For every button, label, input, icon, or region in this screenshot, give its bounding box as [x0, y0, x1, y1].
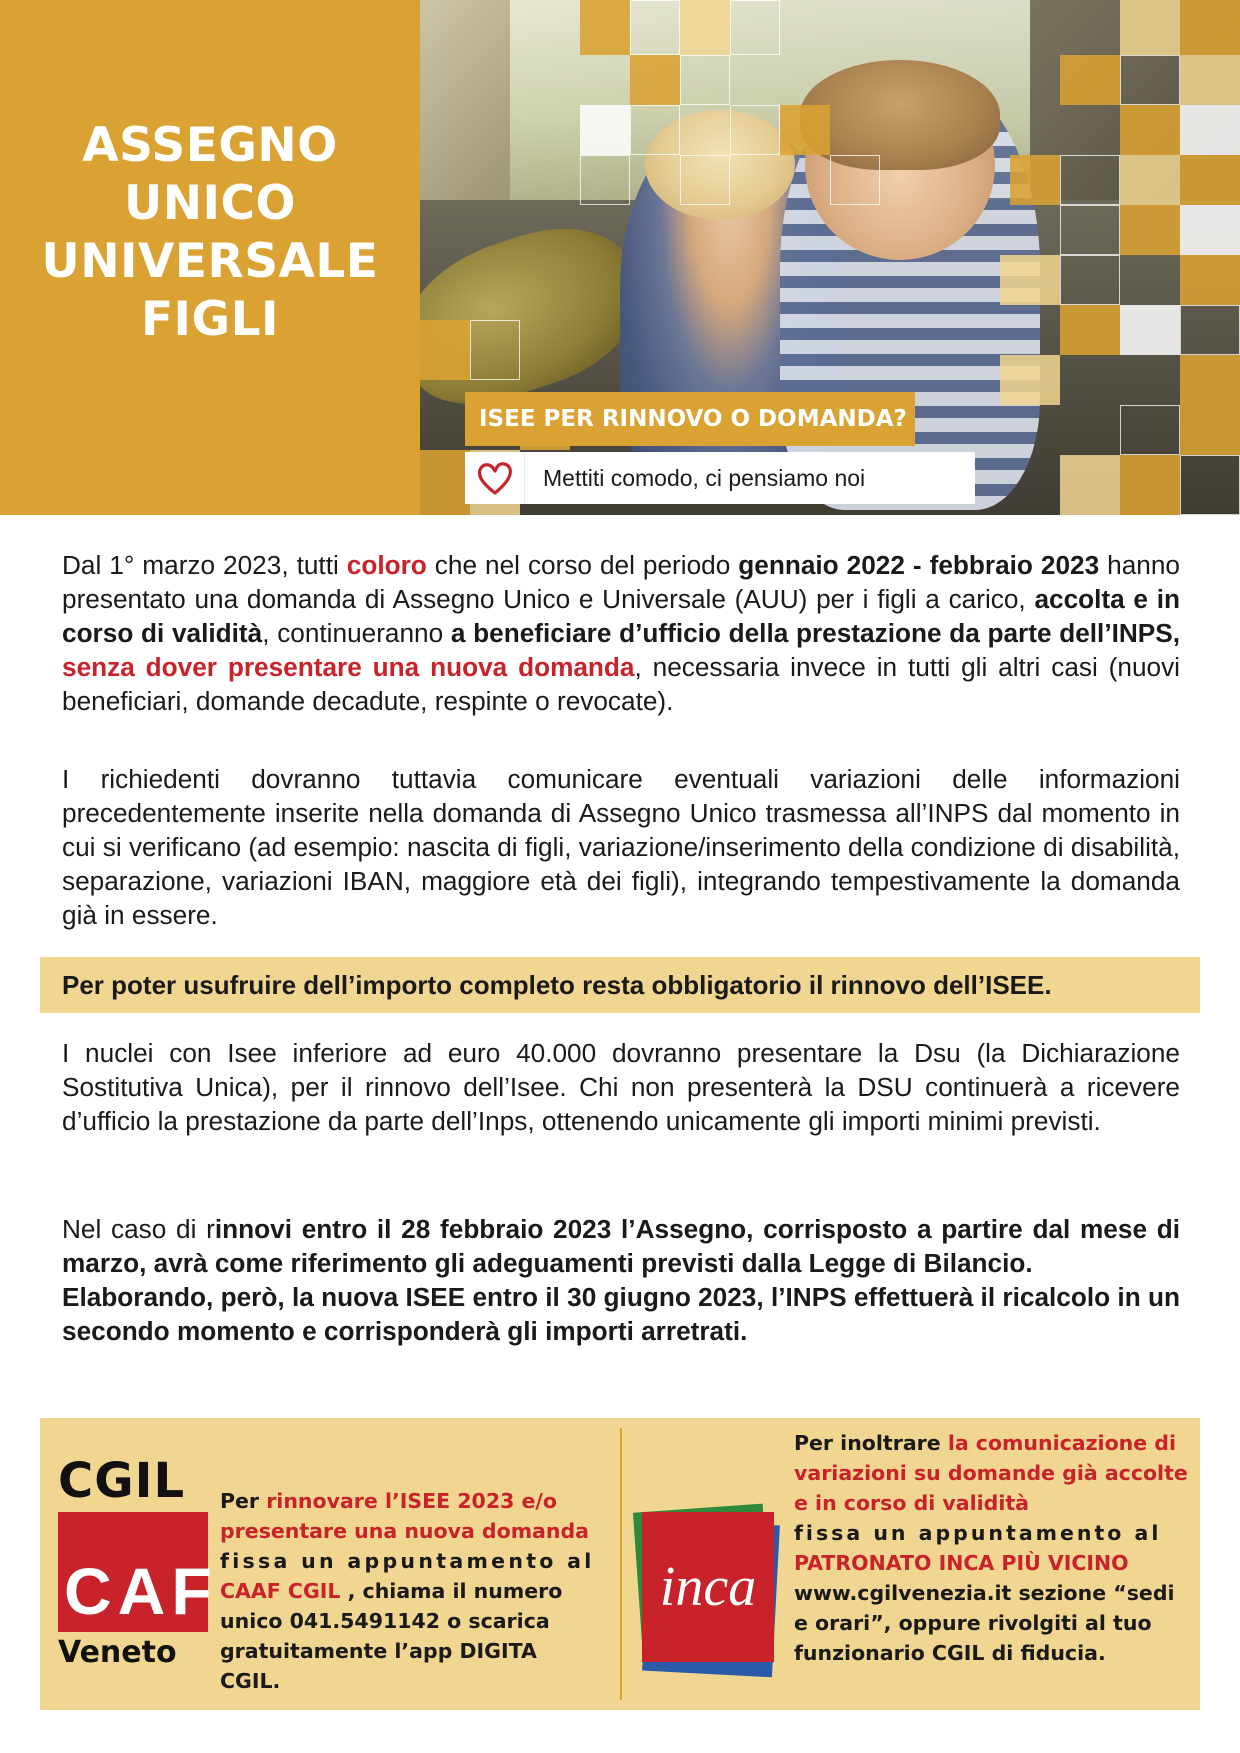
tile: [420, 450, 470, 515]
p1-highlight-no-new-application: senza dover presentare una nuova domanda: [62, 652, 635, 682]
caf-cgil-veneto-logo: [58, 1453, 218, 1696]
isee-question-banner: ISEE PER RINNOVO O DOMANDA?: [465, 392, 915, 446]
p1-text: , necessaria invece in tutti gli altri casi (nuovi beneficiari, domande decadute, respinte o revocate).: [62, 652, 1180, 716]
caf-phone-app-text: , chiama il numero unico 041.5491142 o scarica gratuitamente l’app DIGITA CGIL.: [220, 1579, 563, 1693]
tile: [1180, 0, 1240, 55]
tile: [780, 105, 830, 155]
caf-contact-text: [220, 1486, 602, 1696]
title-line-3: UNIVERSALE: [41, 233, 379, 289]
title-line-4: FIGLI: [140, 291, 280, 347]
p4-bold-recalculation: Elaborando, però, la nuova ISEE entro il 30 giugno 2023, l’INPS effettuerà il ricalcolo in un secondo momento e corrisponderà gli importi arretrati.: [62, 1282, 1180, 1346]
isee-mandatory-highlight: Per poter usufruire dell’importo completo resta obbligatorio il rinnovo dell’ISEE.: [40, 957, 1200, 1013]
tile: [1060, 55, 1120, 105]
tile: [1000, 355, 1060, 405]
tile: [730, 0, 780, 55]
paragraph-variations: I richiedenti dovranno tuttavia comunicare eventuali variazioni delle informazioni precedentemente inserite nella domanda di Assegno Unico trasmessa all’INPS dal momento in cui si verificano (ad esempio: nascita di figli, variazione/inserimento della condizione di disabilità, separazione, variazioni IBAN, maggiore età dei figli), integrando tempestivamente la domanda già in essere.: [62, 764, 1180, 930]
heart-outline-icon: [476, 460, 514, 496]
tile: [1060, 455, 1120, 515]
logo-cgil-text: CGIL: [58, 1453, 186, 1509]
inca-logo-word: inca: [659, 1556, 757, 1618]
p1-bold-validity: accolta e in corso di validità: [62, 584, 1180, 648]
logo-caf-box: [58, 1512, 218, 1632]
title-panel: [0, 0, 420, 515]
tile: [1120, 55, 1180, 105]
tagline-text: Mettiti comodo, ci pensiamo noi: [543, 464, 866, 491]
tile: [1180, 355, 1240, 405]
tile: [1180, 155, 1240, 205]
tile: [630, 105, 680, 155]
p1-text: Dal 1° marzo 2023, tutti: [62, 550, 347, 580]
logo-region-text: Veneto: [58, 1635, 177, 1670]
inca-logo: [638, 1498, 780, 1680]
logo-caf-text: CAF: [64, 1554, 218, 1628]
tile: [1120, 405, 1180, 455]
tile: [730, 105, 780, 155]
contact-footer: [40, 1418, 1200, 1710]
tile: [1010, 155, 1060, 205]
heart-icon-box: [465, 452, 525, 504]
inca-contact-text: [794, 1428, 1190, 1668]
p1-text: hanno presentato una domanda di Assegno Unico e Universale (AUU) per i figli a carico,: [62, 550, 1180, 614]
tile: [420, 320, 470, 380]
caf-renew-isee-highlight: rinnovare l’ISEE 2023 e/o presentare una nuova domanda: [220, 1489, 589, 1543]
caf-text-part: Per: [220, 1489, 267, 1513]
tile: [580, 155, 630, 205]
inca-text-part: fissa un appuntamento al: [794, 1521, 1162, 1545]
title-line-1: ASSEGNO: [82, 117, 338, 173]
p4-bold-renewal-deadline: innovi entro il 28 febbraio 2023 l’Assegno, corrisposto a partire dal mese di marzo, avrà come riferimento gli adeguamenti previsti dalla Legge di Bilancio.: [62, 1214, 1180, 1278]
tile: [1120, 305, 1180, 355]
tile: [1000, 255, 1060, 305]
tile: [580, 105, 630, 155]
p1-text: che nel corso del periodo: [426, 550, 739, 580]
tile: [830, 155, 880, 205]
tile: [1180, 305, 1240, 355]
inca-office-name: PATRONATO INCA PIÙ VICINO: [794, 1551, 1129, 1575]
tile: [1180, 405, 1240, 455]
paragraph-dsu: I nuclei con Isee inferiore ad euro 40.000 dovranno presentare la Dsu (la Dichiarazione Sostitutiva Unica), per il rinnovo dell’Isee. Chi non presenterà la DSU continuerà a ricevere d’ufficio la prestazione da parte dell’Inps, ottenendo unicamente gli importi minimi previsti.: [62, 1038, 1180, 1136]
p4-text: Nel caso di r: [62, 1214, 215, 1244]
header: [0, 0, 1240, 515]
footer-divider: [620, 1428, 622, 1700]
tile: [680, 0, 730, 55]
tile: [1120, 155, 1180, 205]
tile: [1120, 0, 1180, 55]
tile: [630, 55, 680, 105]
tile: [1180, 255, 1240, 305]
tile: [1180, 55, 1240, 105]
inca-variations-highlight: la comunicazione di variazioni su domande già accolte e in corso di validità: [794, 1431, 1188, 1515]
tagline-banner: [465, 452, 975, 504]
tile: [1060, 255, 1120, 305]
inca-text-part: Per inoltrare: [794, 1431, 948, 1455]
tile: [1180, 205, 1240, 255]
page-title: [42, 117, 379, 349]
tile: [630, 0, 680, 55]
tile: [1060, 305, 1120, 355]
caf-office-name: CAAF CGIL: [220, 1579, 341, 1603]
tile: [580, 0, 630, 55]
paragraph-renewal-info: [62, 548, 1180, 718]
tile: [680, 155, 730, 205]
tile: [1060, 155, 1120, 205]
caf-text-part: fissa un appuntamento al: [220, 1549, 595, 1573]
tile: [1120, 205, 1180, 255]
tile: [1180, 455, 1240, 515]
paragraph-deadlines: [62, 1212, 1180, 1348]
tile: [1120, 455, 1180, 515]
tile: [680, 55, 730, 105]
inca-website-text: www.cgilvenezia.it sezione “sedi e orari”, oppure rivolgiti al tuo funzionario CGIL di fiducia.: [794, 1581, 1175, 1665]
tile: [1060, 205, 1120, 255]
tile: [1180, 105, 1240, 155]
inca-logo-red-layer: [642, 1512, 774, 1662]
p1-bold-period: gennaio 2022 - febbraio 2023: [738, 550, 1100, 580]
p1-text: , continueranno: [262, 618, 451, 648]
p1-bold-benefit: a beneficiare d’ufficio della prestazione da parte dell’INPS,: [450, 618, 1180, 648]
title-line-2: UNICO: [124, 175, 296, 231]
tile: [470, 320, 520, 380]
p1-highlight-coloro: coloro: [346, 550, 427, 580]
tile: [1120, 105, 1180, 155]
